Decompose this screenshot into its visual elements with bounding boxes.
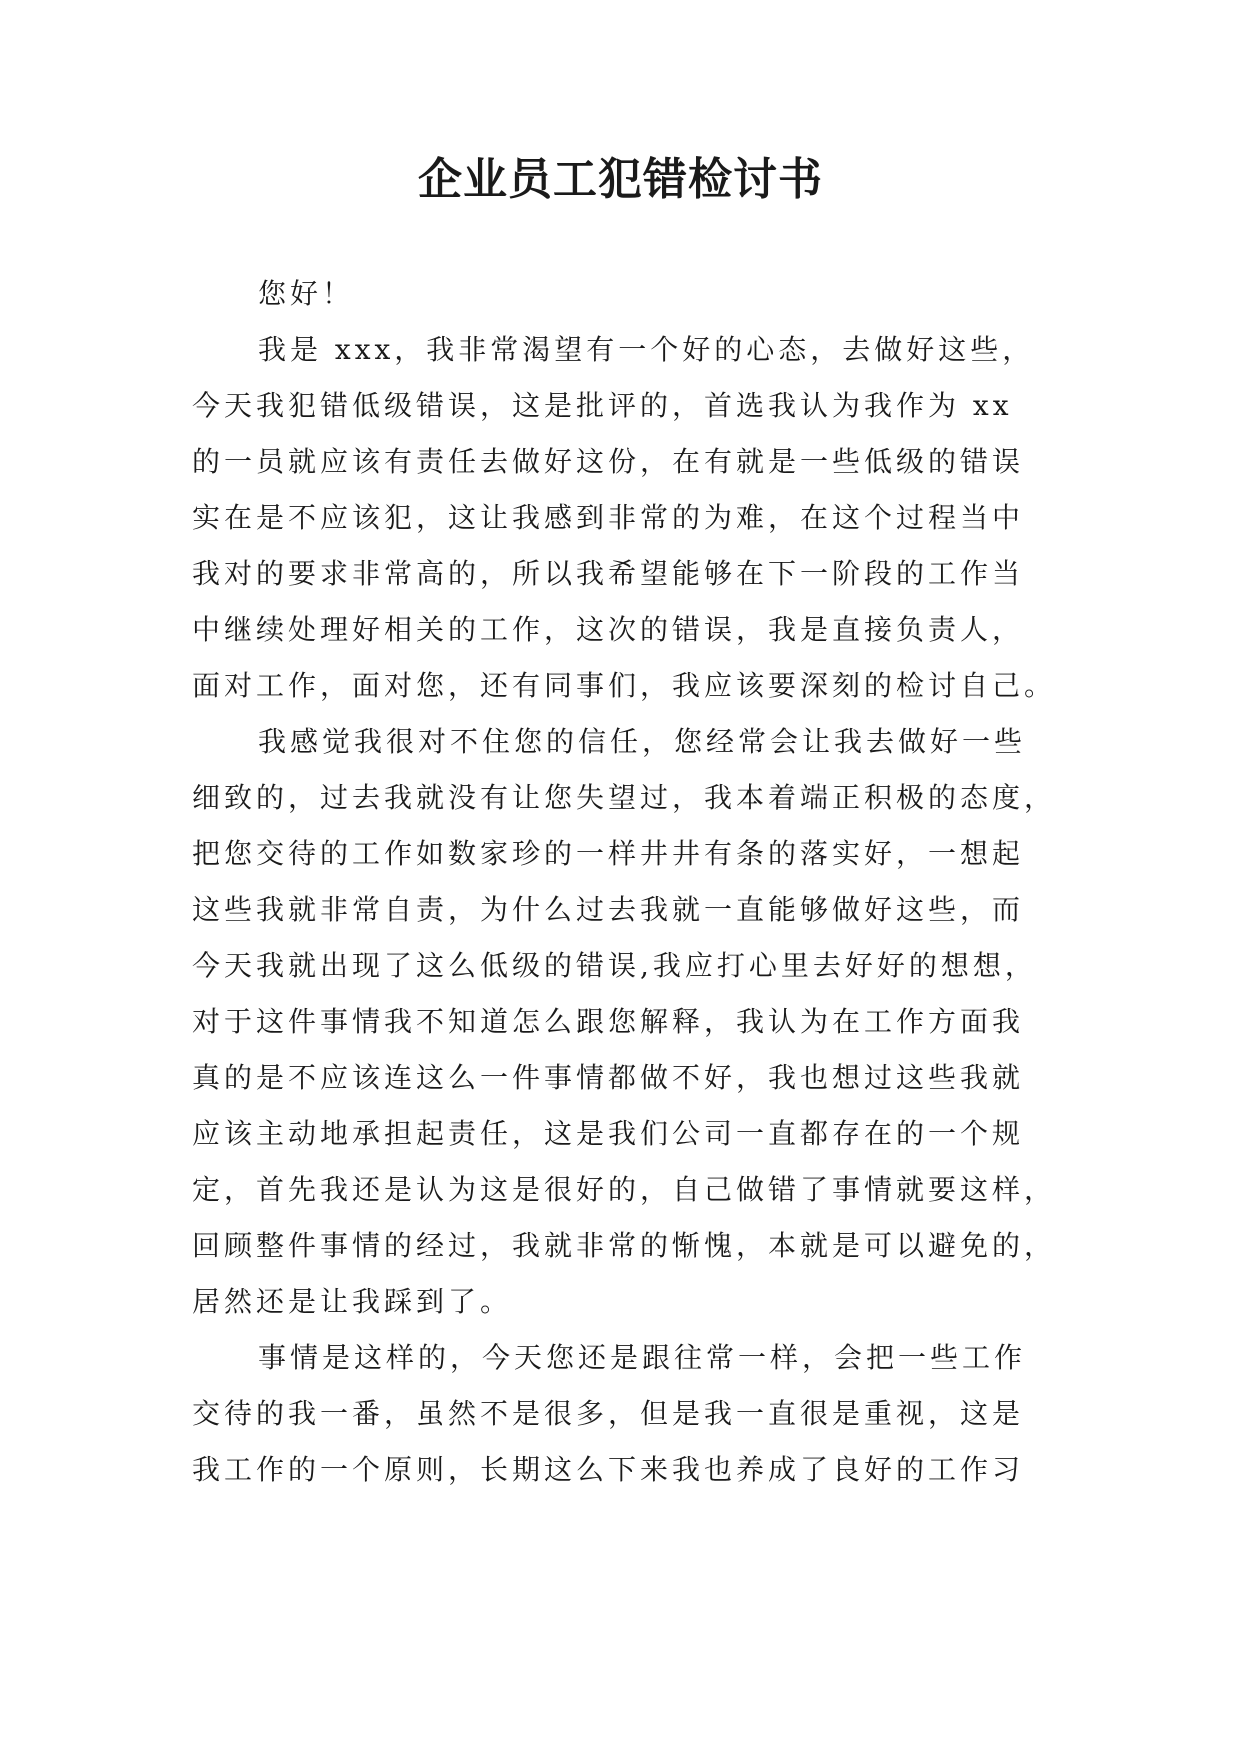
body-line: 真的是不应该连这么一件事情都做不好，我也想过这些我就 (192, 1061, 1025, 1094)
body-line: 实在是不应该犯，这让我感到非常的为难，在这个过程当中 (192, 501, 1025, 534)
body-line: 我工作的一个原则，长期这么下来我也养成了良好的工作习 (192, 1453, 1025, 1486)
body-line: 这些我就非常自责，为什么过去我就一直能够做好这些，而 (192, 893, 1025, 926)
body-line: 交待的我一番，虽然不是很多，但是我一直很是重视，这是 (192, 1397, 1025, 1430)
body-line: 定，首先我还是认为这是很好的，自己做错了事情就要这样， (192, 1173, 1057, 1206)
body-line: 事情是这样的，今天您还是跟往常一样，会把一些工作 (258, 1341, 1027, 1374)
body-line: 我是 xxx，我非常渴望有一个好的心态，去做好这些， (258, 333, 1035, 366)
body-line: 我感觉我很对不住您的信任，您经常会让我去做好一些 (258, 725, 1027, 758)
body-line: 的一员就应该有责任去做好这份，在有就是一些低级的错误 (192, 445, 1025, 478)
body-line: 居然还是让我踩到了。 (192, 1285, 513, 1318)
document-body (192, 266, 1057, 1498)
document-title: 企业员工犯错检讨书 (418, 154, 823, 205)
body-line: 我对的要求非常高的，所以我希望能够在下一阶段的工作当 (192, 557, 1025, 590)
body-line: 面对工作，面对您，还有同事们，我应该要深刻的检讨自己。 (192, 669, 1057, 702)
body-line: 细致的，过去我就没有让您失望过，我本着端正积极的态度， (192, 781, 1057, 814)
body-line: 您好！ (258, 277, 355, 310)
body-line: 回顾整件事情的经过，我就非常的惭愧，本就是可以避免的， (192, 1229, 1057, 1262)
body-line: 应该主动地承担起责任，这是我们公司一直都存在的一个规 (192, 1117, 1025, 1150)
body-line: 今天我犯错低级错误，这是批评的，首选我认为我作为 xx (192, 389, 1013, 422)
body-line: 把您交待的工作如数家珍的一样井井有条的落实好，一想起 (192, 837, 1025, 870)
body-line: 中继续处理好相关的工作，这次的错误，我是直接负责人， (192, 613, 1025, 646)
body-line: 对于这件事情我不知道怎么跟您解释，我认为在工作方面我 (192, 1005, 1025, 1038)
body-line: 今天我就出现了这么低级的错误,我应打心里去好好的想想， (192, 949, 1037, 982)
